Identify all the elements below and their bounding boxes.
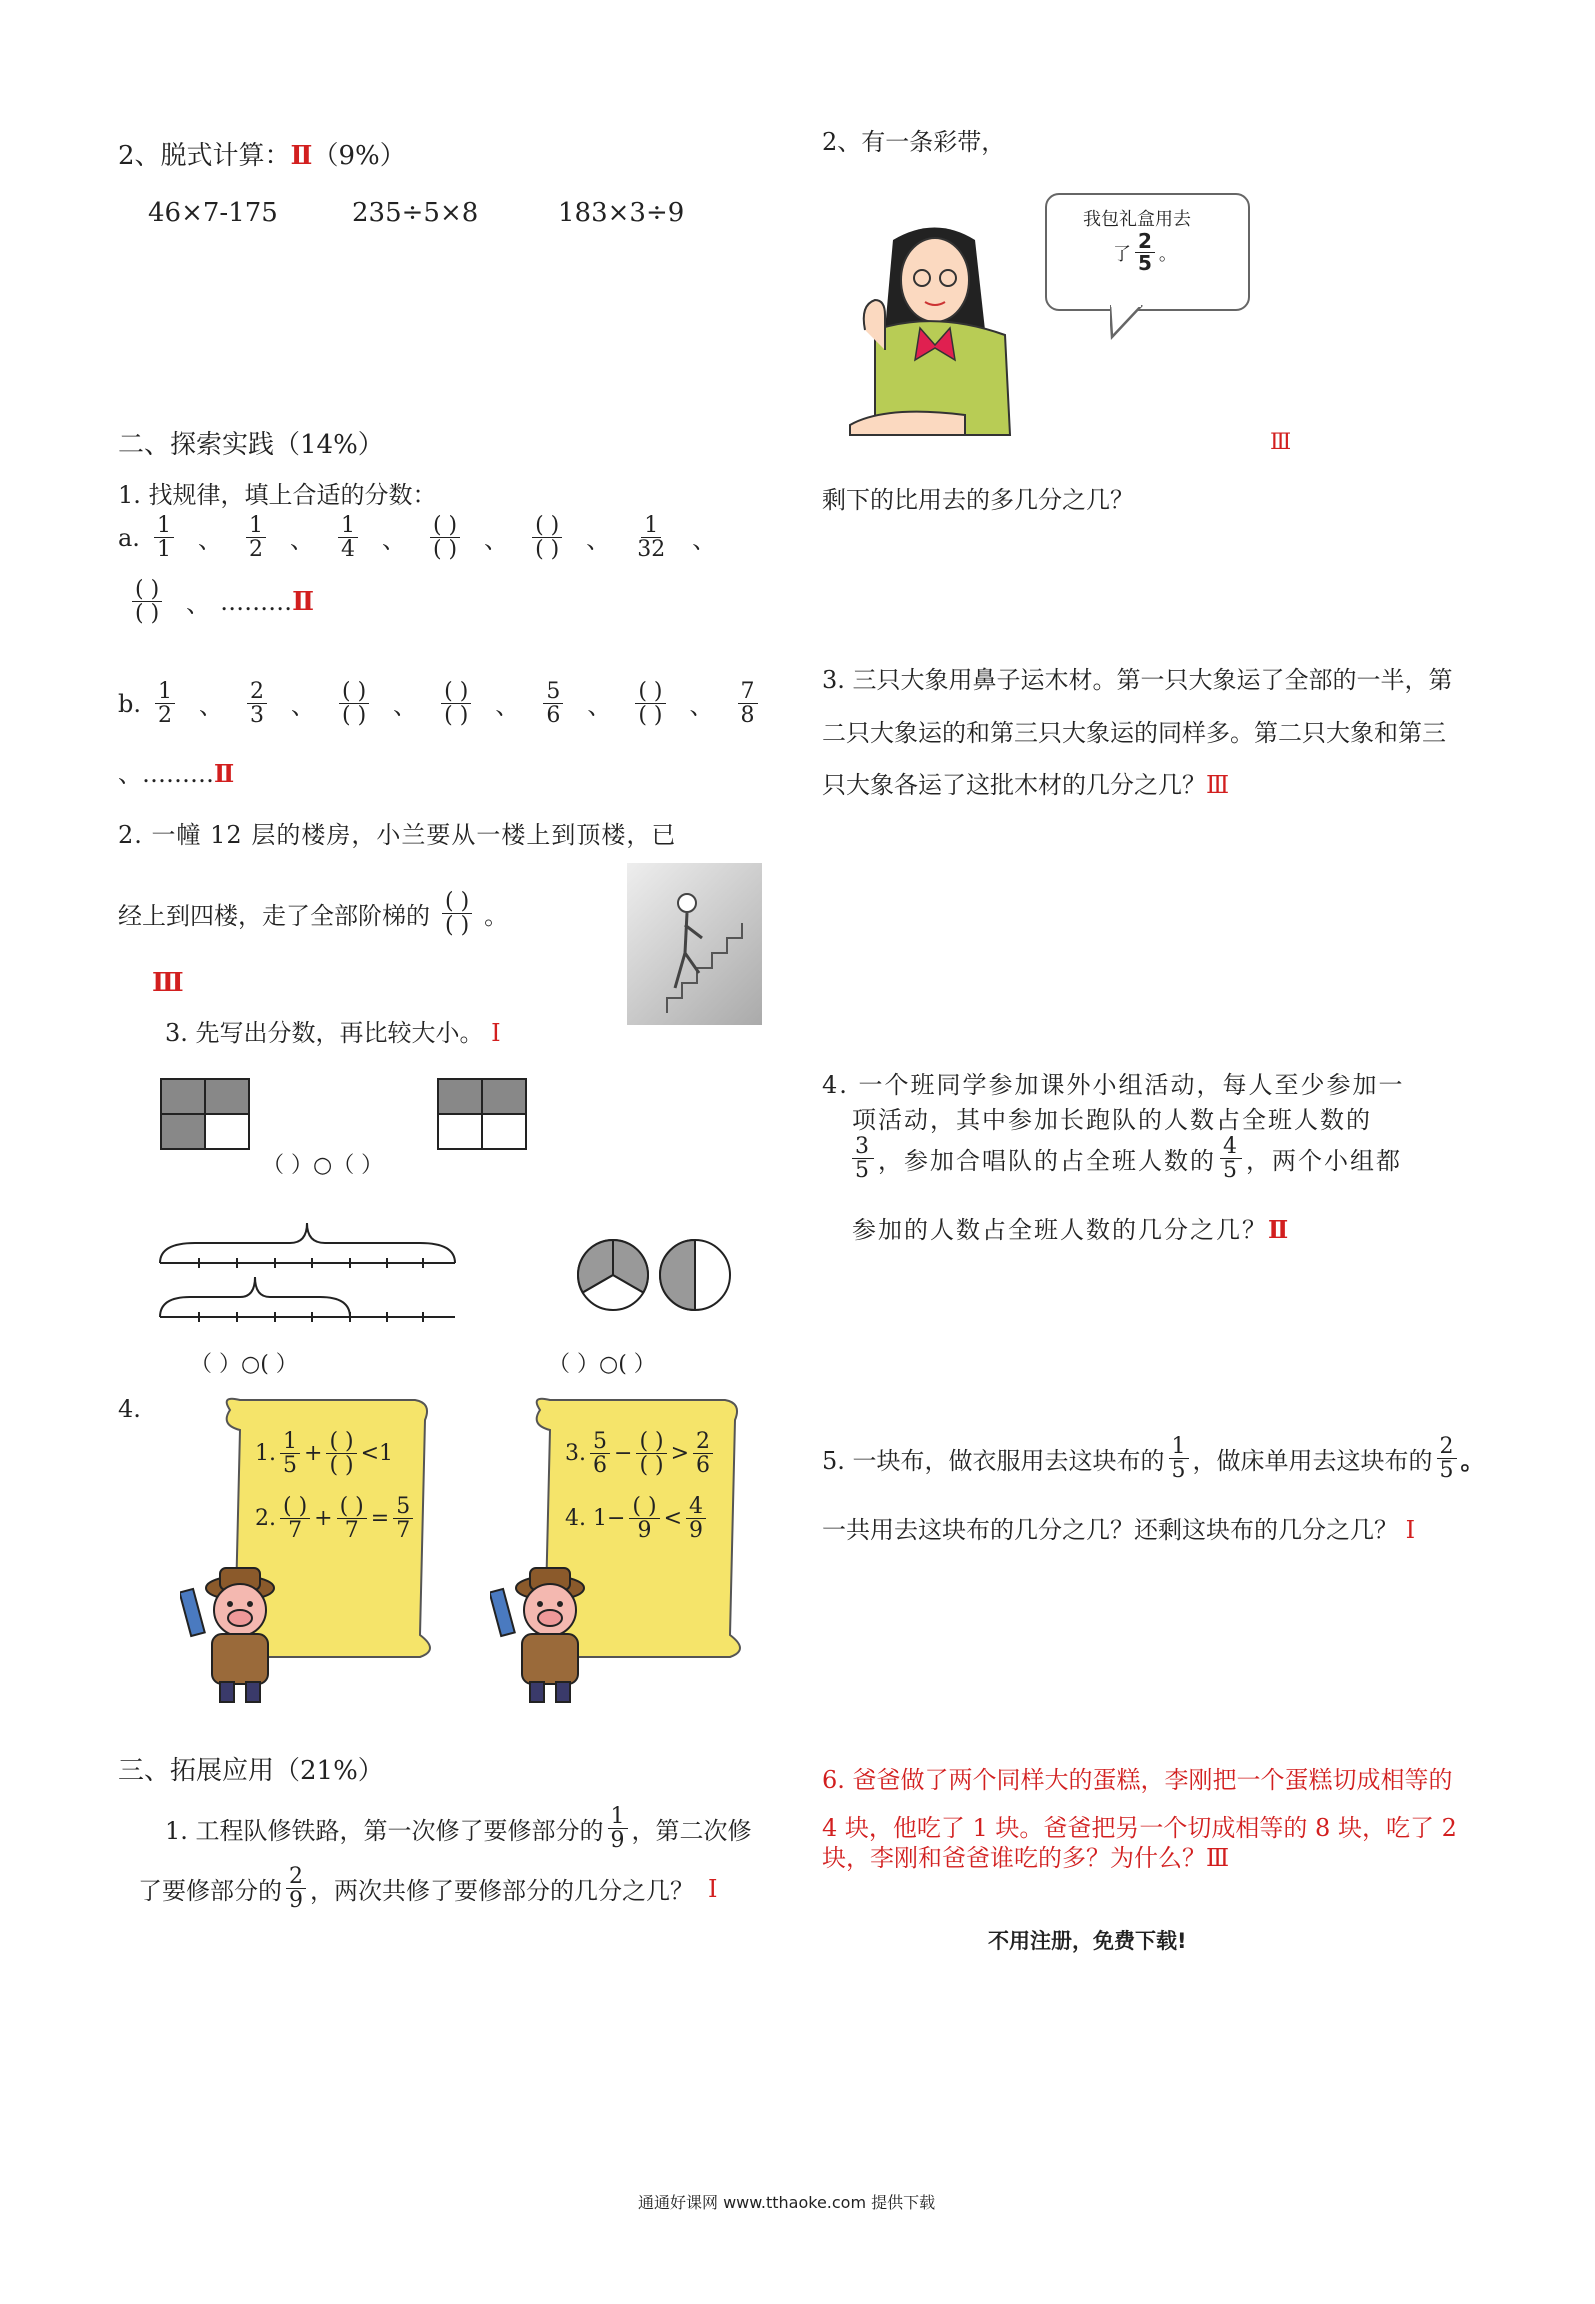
separator: 、 bbox=[689, 692, 714, 721]
bubble-tail bbox=[1110, 305, 1150, 340]
numerator: 1 bbox=[246, 514, 266, 538]
sequence-a bbox=[118, 514, 726, 561]
denominator: 32 bbox=[637, 537, 666, 563]
separator: 、 bbox=[495, 692, 520, 721]
denominator: 2 bbox=[248, 537, 263, 563]
ellipsis: ……… bbox=[220, 587, 293, 616]
separator: 、 bbox=[291, 692, 315, 721]
compare-blank-1: （ ）○（ ） bbox=[262, 1153, 384, 1178]
denominator: ( ) bbox=[535, 537, 560, 563]
separator: 、 bbox=[393, 692, 418, 721]
denominator: 3 bbox=[250, 703, 264, 729]
r-q6-l3: 块，李刚和爸爸谁吃的多？为什么？Ⅲ bbox=[822, 1844, 1230, 1872]
fraction bbox=[155, 680, 175, 727]
fraction bbox=[543, 680, 563, 727]
numerator: 1 bbox=[641, 514, 661, 538]
fraction bbox=[338, 514, 358, 561]
numerator: ( ) bbox=[441, 680, 471, 704]
footer-credit: 通通好课网 www.tthaoke.com 提供下载 bbox=[638, 2193, 936, 2212]
separator: 、 bbox=[586, 526, 611, 555]
denominator: ( ) bbox=[444, 703, 469, 729]
numerator: 7 bbox=[738, 680, 758, 704]
circle-shapes bbox=[573, 1237, 733, 1317]
r-q3-l3: 只大象各运了这批木材的几分之几？Ⅲ bbox=[822, 771, 1230, 799]
denominator: ( ) bbox=[432, 537, 458, 563]
separator: 、 bbox=[692, 526, 717, 555]
denominator: 8 bbox=[740, 703, 755, 729]
compare-blank-2: （ ）○( ） bbox=[190, 1352, 298, 1377]
separator: 、 bbox=[197, 526, 222, 555]
grid-shape-left bbox=[160, 1078, 248, 1148]
section-3-title: 三、拓展应用（21%） bbox=[118, 1756, 384, 1786]
separator: 、 bbox=[186, 590, 211, 619]
scroll-card-1: 1. $\frac{1}{5}$ + $\frac{( )}{( )}$ <1 2. $\frac{( )}{7}$ + $\frac{( )}{7}$ = $\frac{5}{7}$ bbox=[210, 1395, 440, 1660]
fraction bbox=[441, 680, 471, 727]
scroll-card-2: 3. $\frac{5}{6}$ − $\frac{( )}{( )}$ > $\frac{2}{6}$ 4. 1− $\frac{( )}{9}$ < $\frac{4}{9}$ bbox=[520, 1395, 750, 1660]
separator: 、 bbox=[587, 692, 612, 721]
fraction bbox=[634, 514, 668, 561]
calc-2: 235÷5×8 bbox=[352, 198, 479, 228]
fraction bbox=[738, 680, 758, 727]
grid-shape-right bbox=[437, 1078, 525, 1148]
fraction bbox=[339, 680, 369, 727]
pig-detective-icon bbox=[180, 1560, 300, 1710]
numerator: ( ) bbox=[430, 514, 460, 538]
fraction bbox=[635, 680, 665, 727]
download-notice: 不用注册，免费下载! bbox=[988, 1929, 1187, 1953]
sequence-b-end: 、………Ⅱ bbox=[118, 759, 235, 788]
r-q3-l1: 3. 三只大象用鼻子运木材。第一只大象运了全部的一半，第 bbox=[822, 666, 1453, 694]
pig-detective-icon bbox=[490, 1560, 610, 1710]
sequence-a-cont bbox=[118, 578, 314, 625]
r-q5-l1: 5. 一块布，做衣服用去这块布的 $\frac{1}{5}$ ，做床单用去这块布的 $\frac{2}{5}$ 。 bbox=[822, 1434, 1485, 1484]
stairs-illustration bbox=[627, 863, 762, 1025]
r-q2-ask: 剩下的比用去的多几分之几？ bbox=[822, 486, 1134, 514]
calc-3: 183×3÷9 bbox=[558, 198, 685, 228]
numerator: ( ) bbox=[532, 514, 562, 538]
separator: 、 bbox=[381, 526, 406, 555]
s2-q3: 3. 先写出分数，再比较大小。 Ⅰ bbox=[165, 1019, 501, 1047]
s2-q2-line2: 经上到四楼，走了全部阶梯的 $\frac{( )}{( )}$ 。 bbox=[118, 889, 509, 939]
level-badge: Ⅱ bbox=[290, 141, 313, 171]
number-lines bbox=[155, 1205, 460, 1330]
r-q6-l1: 6. 爸爸做了两个同样大的蛋糕，李刚把一个蛋糕切成相等的 bbox=[822, 1766, 1453, 1794]
r-q5-l2: 一共用去这块布的几分之几？还剩这块布的几分之几？ Ⅰ bbox=[822, 1516, 1416, 1544]
section-2-title: 二、探索实践（14%） bbox=[118, 430, 384, 460]
r-q2: 2、有一条彩带， bbox=[822, 128, 1006, 156]
denominator: 4 bbox=[340, 537, 355, 563]
fraction bbox=[247, 680, 267, 727]
row-label: a. bbox=[118, 523, 140, 552]
calc-section-title: 2、脱式计算：Ⅱ（9%） bbox=[118, 141, 406, 171]
denominator: 2 bbox=[158, 703, 172, 729]
level-badge: Ⅲ bbox=[1270, 430, 1292, 455]
denominator: ( ) bbox=[135, 601, 160, 627]
fraction bbox=[532, 514, 562, 561]
numerator: 1 bbox=[155, 680, 175, 704]
separator: 、 bbox=[289, 526, 314, 555]
denominator: 6 bbox=[546, 703, 561, 729]
fraction bbox=[154, 514, 174, 561]
fraction bbox=[430, 514, 460, 561]
r-q4-l2: 项活动，其中参加长跑队的人数占全班人数的 bbox=[852, 1106, 1372, 1134]
s2-q4: 4. bbox=[118, 1395, 141, 1423]
r-q4-l1: 4. 一个班同学参加课外小组活动，每人至少参加一 bbox=[822, 1071, 1405, 1099]
r-q4-l4: 参加的人数占全班人数的几分之几？Ⅱ bbox=[852, 1215, 1291, 1244]
numerator: ( ) bbox=[339, 680, 369, 704]
numerator: 2 bbox=[247, 680, 267, 704]
speech-bubble: 我包礼盒用去 了 $\frac{2}{5}$ 。 bbox=[1045, 193, 1250, 311]
row-label: b. bbox=[118, 689, 141, 718]
numerator: 5 bbox=[543, 680, 563, 704]
fraction bbox=[246, 514, 266, 561]
denominator: 1 bbox=[156, 537, 171, 563]
r-q3-l2: 二只大象运的和第三只大象运的同样多。第二只大象和第三 bbox=[822, 719, 1446, 747]
s3-q1-line1: 1. 工程队修铁路，第一次修了要修部分的 $\frac{1}{9}$ ，第二次修 bbox=[165, 1804, 752, 1854]
r-q4-l3: $\frac{3}{5}$ ，参加合唱队的占全班人数的 $\frac{4}{5}$ ，两个小组都 bbox=[848, 1135, 1402, 1182]
level-badge-3: Ⅲ bbox=[152, 968, 184, 998]
girl-illustration bbox=[845, 220, 1030, 445]
r-q6-l2: 4 块，他吃了 1 块。爸爸把另一个切成相等的 8 块，吃了 2 bbox=[822, 1814, 1457, 1842]
sequence-b bbox=[118, 680, 772, 727]
denominator: ( ) bbox=[638, 703, 663, 729]
s3-q1-line2: 了要修部分的 $\frac{2}{9}$ ，两次共修了要修部分的几分之几？ Ⅰ bbox=[138, 1864, 718, 1914]
separator: 、 bbox=[484, 526, 509, 555]
s2-q2-line1: 2. 一幢 12 层的楼房，小兰要从一楼上到顶楼，已 bbox=[118, 821, 677, 849]
level-badge: Ⅱ bbox=[292, 586, 315, 617]
fraction bbox=[132, 578, 162, 625]
climbing-person-icon bbox=[627, 863, 762, 1025]
s2-q1: 1. 找规律，填上合适的分数： bbox=[118, 481, 437, 509]
numerator: ( ) bbox=[132, 578, 162, 602]
separator: 、 bbox=[199, 692, 223, 721]
denominator: ( ) bbox=[342, 703, 367, 729]
calc-1: 46×7-175 bbox=[148, 198, 278, 228]
numerator: ( ) bbox=[635, 680, 665, 704]
compare-blank-3: （ ）○( ） bbox=[548, 1352, 656, 1377]
numerator: 1 bbox=[154, 514, 174, 538]
numerator: 1 bbox=[338, 514, 358, 538]
